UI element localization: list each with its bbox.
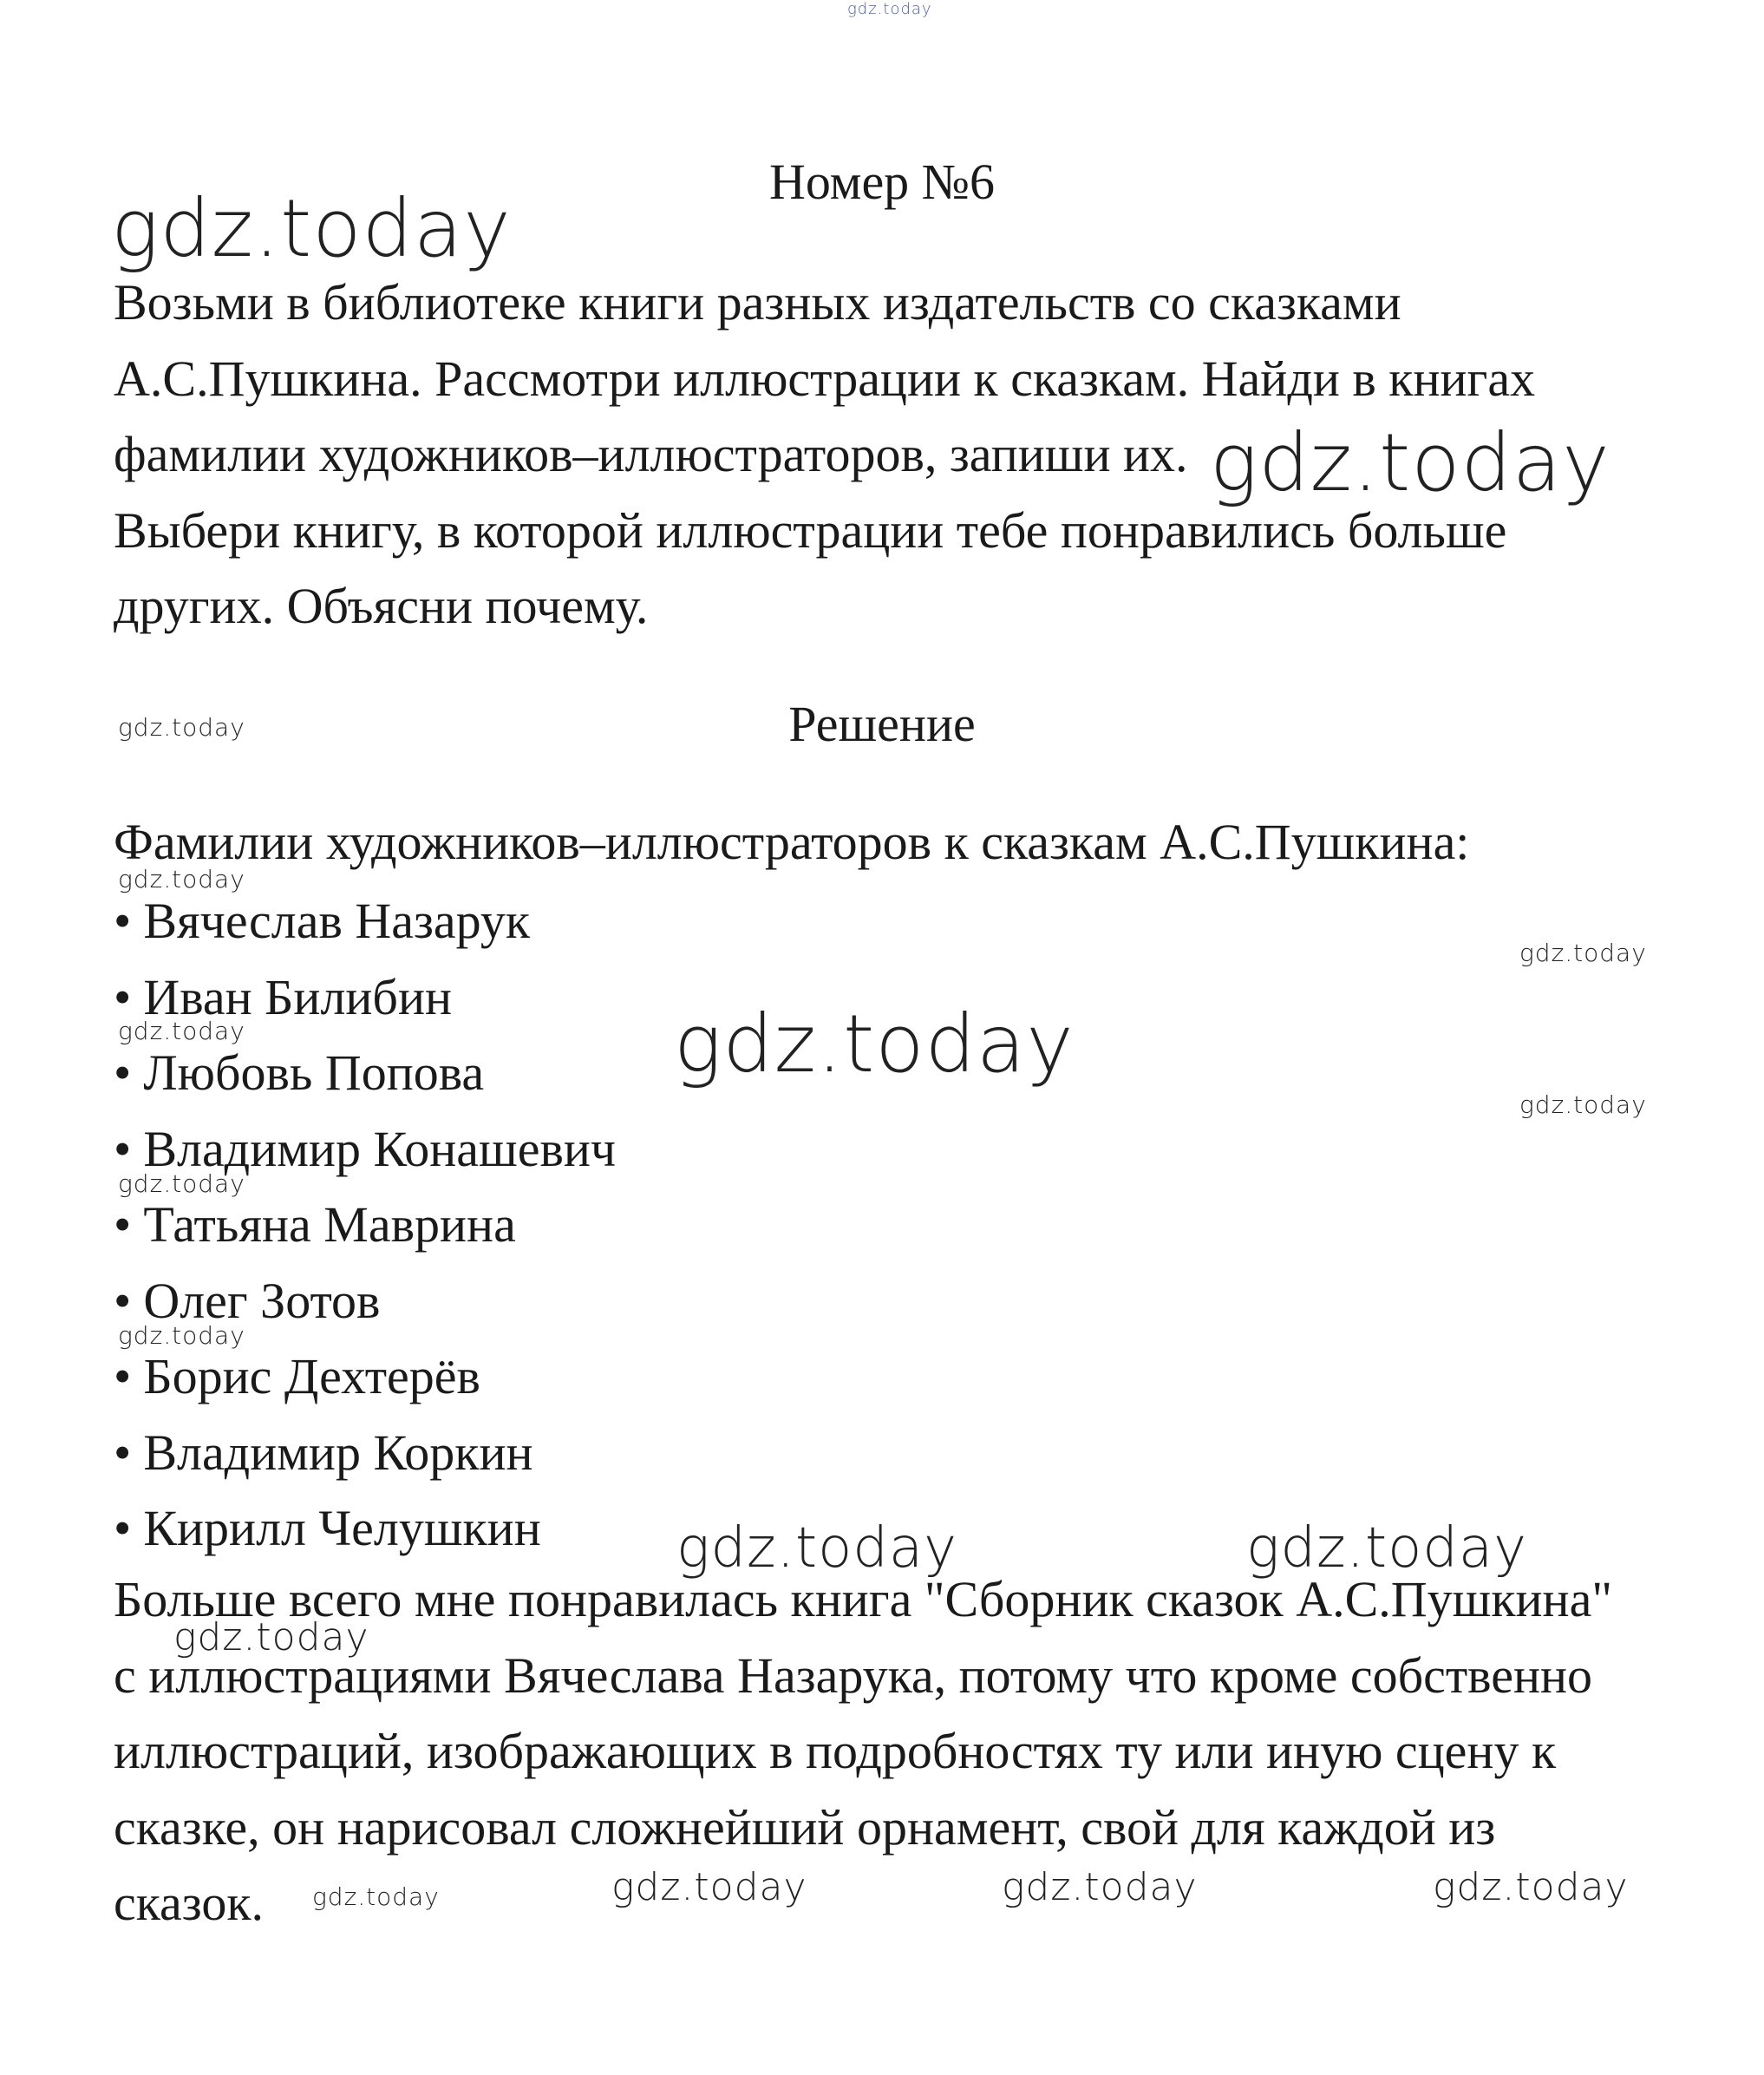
bullet: • [114,1044,132,1101]
conclusion-line: сказке, он нарисовал сложнейший орнамент, свой для каждой из [114,1798,1496,1856]
task-line: Выбери книгу, в которой иллюстрации тебе понравились больше [114,501,1507,559]
bullet: • [114,1272,132,1329]
list-item [114,1187,616,1263]
watermark: gdz.today [611,1865,807,1909]
solution-heading: Решение [788,696,976,752]
bullet: • [114,1500,132,1556]
watermark: gdz.today [118,1017,245,1045]
watermark: gdz.today [1210,416,1610,509]
artist-name: Кирилл Челушкин [143,1500,541,1556]
watermark: gdz.today [1433,1865,1629,1909]
bullet: • [114,1120,132,1177]
watermark: gdz.today [847,0,932,18]
list-item [114,883,616,959]
bullet: • [114,968,132,1025]
watermark: gdz.today [118,1321,245,1350]
artist-name: Владимир Коркин [143,1424,533,1481]
bullet: • [114,1196,132,1253]
page-title: Номер №6 [768,154,996,210]
watermark: gdz.today [118,713,245,742]
watermark: gdz.today [118,865,245,893]
artist-name: Владимир Конашевич [143,1120,617,1177]
list-item [114,1415,616,1491]
task-line: Возьми в библиотеке книги разных издательств со сказками [114,274,1401,331]
artists-intro: Фамилии художников–иллюстраторов к сказкам А.С.Пушкина: [114,814,1470,870]
artist-name: Борис Дехтерёв [143,1348,480,1404]
conclusion-line: Больше всего мне понравилась книга "Сборник сказок А.С.Пушкина" [114,1571,1612,1627]
conclusion-line: сказок. [114,1875,265,1931]
artist-name: Татьяна Маврина [143,1196,516,1253]
artists-list [114,883,616,1567]
watermark: gdz.today [1246,1516,1527,1581]
bullet: • [114,1348,132,1404]
watermark: gdz.today [676,1516,957,1581]
watermark: gdz.today [674,998,1075,1090]
watermark: gdz.today [1519,1090,1647,1119]
task-line: других. Объясни почему. [114,578,649,634]
conclusion-line: с иллюстрациями Вячеслава Назарука, потому что кроме собственно [114,1646,1593,1704]
list-item [114,1339,616,1415]
list-item [114,1490,616,1567]
artist-name: Любовь Попова [143,1044,485,1101]
watermark: gdz.today [1002,1865,1198,1909]
bullet: • [114,1424,132,1481]
conclusion-line: иллюстраций, изображающих в подробностях ту или иную сцену к [114,1723,1557,1779]
task-line: А.С.Пушкина. Рассмотри иллюстрации к сказкам. Найди в книгах [114,350,1536,407]
artist-name: Иван Билибин [143,968,453,1025]
bullet: • [114,893,132,949]
watermark: gdz.today [1519,939,1647,967]
artist-name: Вячеслав Назарук [143,893,531,949]
list-item [114,1035,616,1111]
artist-name: Олег Зотов [143,1272,381,1329]
task-line: фамилии художников–иллюстраторов, запиши их. [114,426,1188,482]
watermark: gdz.today [312,1882,440,1911]
watermark: gdz.today [118,1169,245,1198]
watermark: gdz.today [111,182,512,275]
watermark: gdz.today [173,1615,369,1659]
